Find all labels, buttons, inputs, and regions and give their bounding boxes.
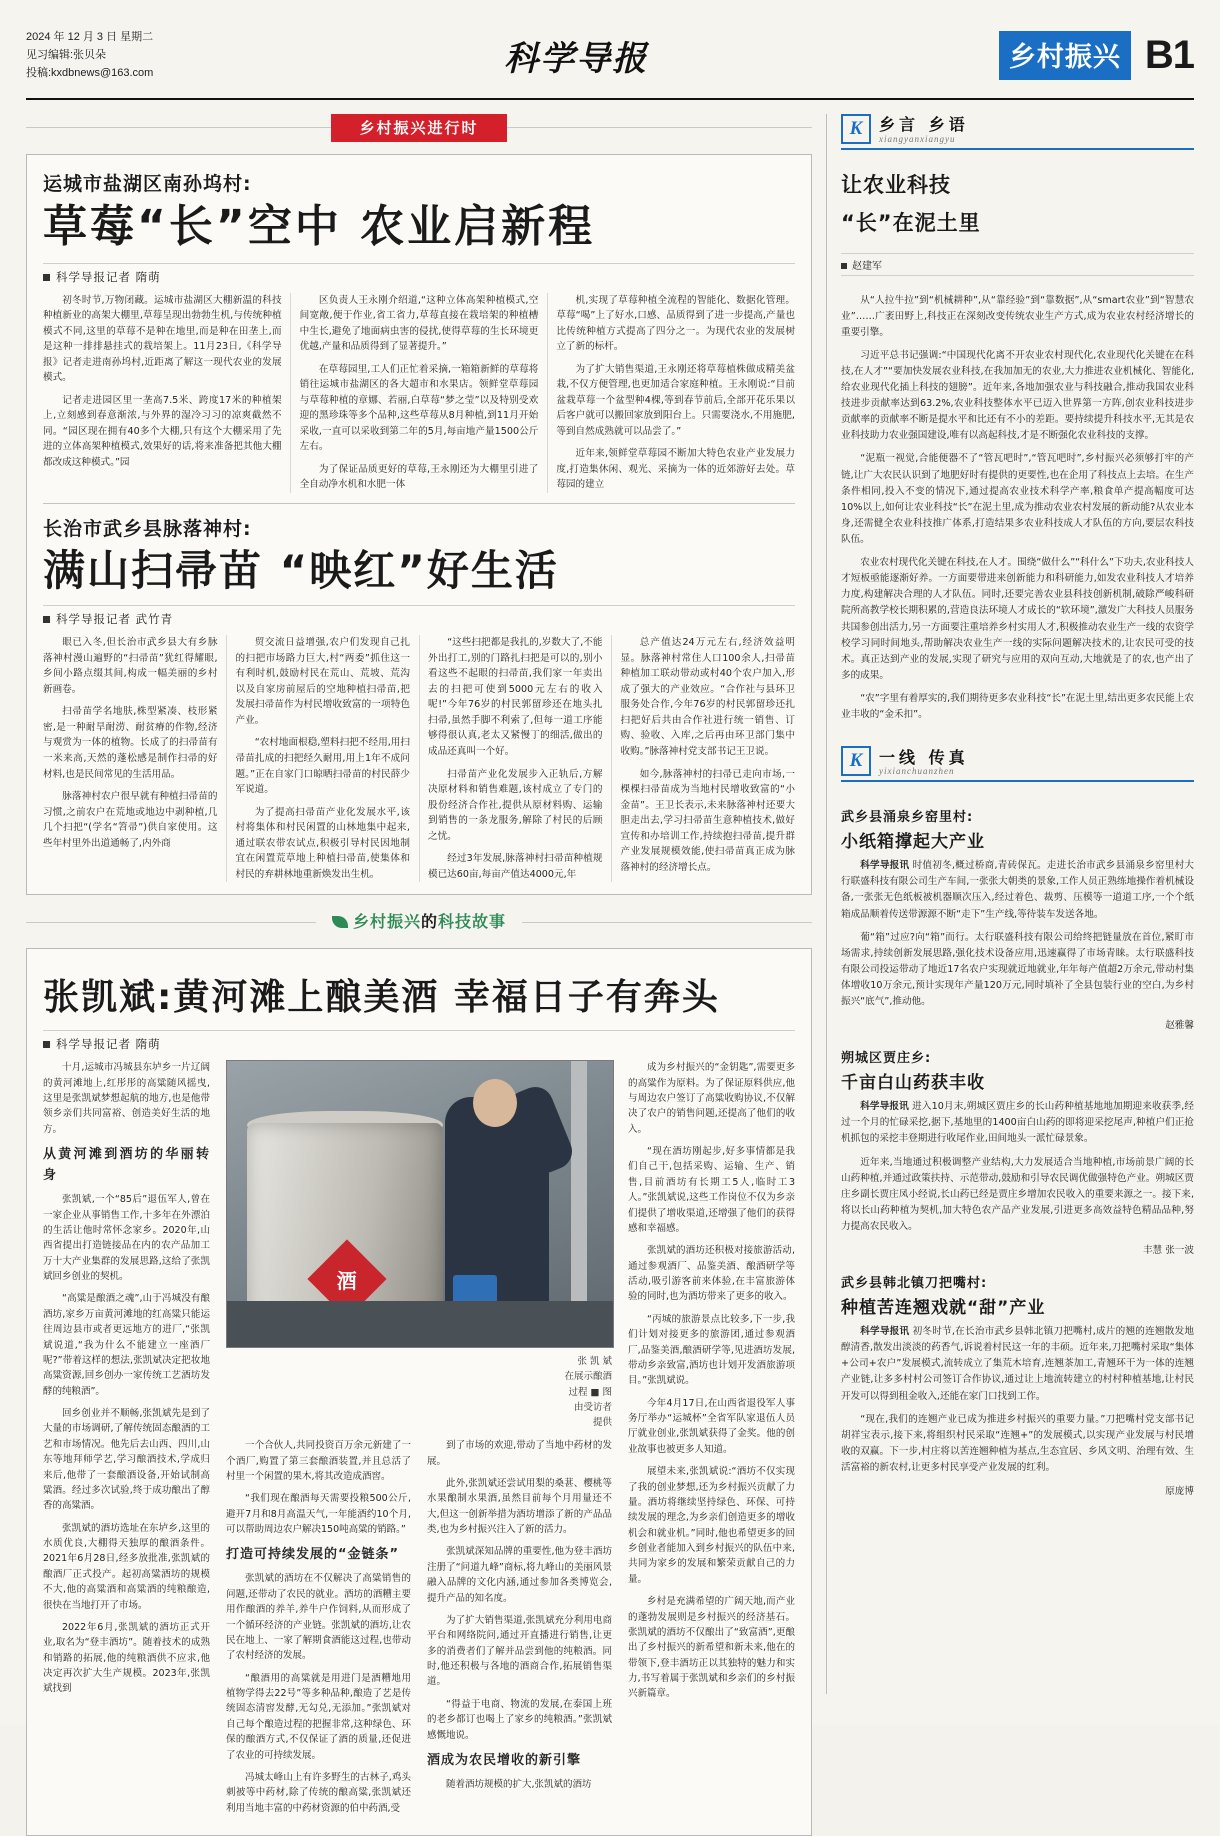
article1-byline-text: 科学导报记者 隋萌 xyxy=(56,269,161,284)
masthead-right xyxy=(999,31,1194,80)
story-c4-p4: “丙城的旅游景点比较多,下一步,我们计划对接更多的旅游团,通过参观酒厂,品鉴美酒,酿酒研学等,见进酒坊发展,带动乡亲致富,酒坊也计划开发酒旅游项目。”张凯斌说。 xyxy=(628,1313,795,1387)
brief2-sign: 丰慧 张一波 xyxy=(1142,1245,1194,1257)
section-badge: 乡村振兴 xyxy=(999,31,1131,80)
article-broom xyxy=(43,514,795,882)
story-c4-p2: “现在酒坊刚起步,好多事情都是我们自己干,包括采购、运输、生产、销售,目前酒坊有长期工5人,临时工3人。”张凯斌说,这些工作岗位不仅为乡亲们提供了增收渠道,还增强了他们的获得感和幸福感。 xyxy=(628,1146,795,1234)
article2-byline xyxy=(43,605,795,627)
article2-p2: 扫帚苗学名地肤,株型紧凑、枝形紧密,是一种耐旱耐涝、耐贫瘠的作物,经济与观赏为一体的植物。长成了的扫帚苗有一米来高,天然的蓬松感是制作扫帚的好材料,也是民间常见的生活用品。 xyxy=(43,706,218,780)
article1-p8: 近年来,领鲜堂草莓园不断加大特色农业产业发展力度,打造集休闲、观光、采摘为一体的近郊游好去处。草莓园的建立 xyxy=(556,448,795,491)
article2-p4: 贸交流日益增强,农户们发现自己扎的扫把市场路力巨大,村“两委”抓住这一有利时机,鼓励村民在荒山、荒坡、荒沟以及自家房前屋后的空地种植扫帚苗,把发展扫帚苗作为村民增收致富的一项特色产业。 xyxy=(235,637,410,726)
brief-item-3 xyxy=(841,1266,1194,1497)
story-subhead-3: 酒成为农民增收的新引擎 xyxy=(427,1752,582,1768)
article2-p10: 总产值达24万元左右,经济效益明显。脉落神村常住人口100余人,扫帚苗种植加工联动带动或村40个农户加入,形成了强大的产业效应。“合作社与县环卫服务处合作,今年76岁的村民郭留珍还扎扫把好后共由合作社进行统一销售、订购、验收、入库,之后再由环卫部门集中收购。”脉落神村党支部书记王卫说。 xyxy=(620,637,795,757)
story-subhead-1: 从黄河滩到酒坊的华丽转身 xyxy=(43,1147,210,1184)
brief1-p1-text: 时值初冬,概过桥商,青砖保瓦。走进长治市武乡县涌泉乡窑里村大行联盛科技有限公司生产车间,一张张大朝类的景象,工作人员正熟练地操作着机械设备,一张张无色纸板被机器顺次压入,经过着色、裁剪、压模等一道道工序,一个个纸箱成品顺着传送带源源不断“走下”生产线,等待装车发送各地。 xyxy=(841,860,1194,920)
brief2-title: 千亩白山药获丰收 xyxy=(841,1073,985,1094)
story-c3-p1: 到了市场的欢迎,带动了当地中药材的发展。 xyxy=(427,1440,612,1467)
section-ribbon-label: 乡村振兴进行时 xyxy=(331,114,506,142)
publish-date: 2024 年 12 月 3 日 星期二 xyxy=(26,30,154,43)
story-ribbon-left: 乡村振兴 xyxy=(352,912,421,932)
caption-line-4: 由受访者 xyxy=(573,1401,612,1413)
article1-p5: 为了保证品质更好的草莓,王永刚还为大棚里引进了全自动净水机和水肥一体 xyxy=(299,463,539,491)
xy-p3: “泥瓶一视觉,合能便器不了“管瓦吧时”,“管瓦吧时”,乡村振兴必须够打牢的产链,让广大农民认识到了地肥好时有提供的更要性,也在企用了科技点上去培。在生产条件相同,投入不变的情况下,通过提高农业技术科学产率,粮食单产提高幅度可达10%以上,如何让农业科技“长”在泥土里,成为推动农业农村发展的新动能?从农业本身,还需健全农业科技推广体系,打造结果多农业科技成人才队伍的方向,要层农科技队伍。 xyxy=(841,453,1194,546)
brief3-p1-text: 初冬时节,在长治市武乡县韩北镇刀把嘴村,成片的翘的连翘散发地醇清香,散发出淡淡的药香气,诉说着村民这一年的丰硕。近年来,刀把嘴村采取“集体+公司+农户”发展模式,流转成立了集荒木培育,连翘茶加工,青翘环干为一体的连翘产业链,让多多村村公司签订合作协议,通过让上地流转建立的村村种植基地,让村民开发可以得到租金收入,还能在家门口找到工作。 xyxy=(841,1326,1194,1402)
brief1-sign: 赵雅馨 xyxy=(1165,1020,1194,1032)
article2-kicker: 长治市武乡县脉落神村: xyxy=(43,517,252,540)
caption-line-2: 在展示酿酒 xyxy=(564,1371,612,1383)
photo-person-head xyxy=(473,1079,517,1127)
story-c2-p4: “酿酒用的高粱就是用进门是酒糟地用植物学得去22号”等多种品种,酿造了艺是传统固态清窖发酵,无勾兑,无添加。”张凯斌对自己每个酿造过程的把握非常,这种绿色、环保的酿酒方式,不仅保证了酒的质量,还促进了农业的可持续发展。 xyxy=(226,1672,411,1761)
story-ribbon-right: 科技故事 xyxy=(438,912,507,932)
article2-p8: 扫帚苗产业化发展步入正轨后,方解决原材料和销售难题,该村成立了专门的股份经济合作社,提供从原材料购、运输到销售的一条龙服务,解除了村民的后顾之忧。 xyxy=(428,768,603,842)
story-ribbon-inner xyxy=(316,909,522,932)
brief3-lead-tag: 科学导报讯 xyxy=(860,1326,910,1338)
story-c3-p6: 随着酒坊规模的扩大,张凯斌的酒坊 xyxy=(446,1778,592,1790)
section-ribbon xyxy=(26,114,812,140)
story-c4-p1: 成为乡村振兴的“金钥匙”,需要更多的高粱作为原料。为了保证原料供应,他与周边农户签订了高粱收购协议,不仅解决了农户的销售问题,还提高了他们的收入。 xyxy=(628,1062,795,1135)
article2-byline-text: 科学导报记者 武竹青 xyxy=(56,612,174,627)
brief3-sign: 原庞博 xyxy=(1165,1486,1194,1498)
paper-name: 科学导报 xyxy=(504,40,649,78)
story-c1-p2: “高粱是酿酒之魂”,山于冯城没有酿酒坊,家乡万亩黄河滩地的红高粱只能运往周边县市或者更远地方的进厂,“张凯斌说道,“我为什么不能建立一座酒厂呢?”带着这样的想法,张凯斌决定把妆地高粱资源,回乡创办一家传统工艺酒坊发酵的纯粮酒”。 xyxy=(43,1293,210,1397)
yixian-title: 一线 传真 xyxy=(879,747,969,767)
brief1-body xyxy=(841,858,1194,1010)
xy-p1: 从“人拉牛拉”到“机械耕种”,从“靠经验”到“靠数据”,从“smart农业”到“智慧农业”……广袤田野上,科技正在深刻改变传统农业生产方式,成为农业农村经济增长的重要引擎。 xyxy=(841,294,1194,338)
article1-headline: 草莓“长”空中 农业启新程 xyxy=(43,201,596,252)
left-column xyxy=(26,114,812,1814)
article1-p1: 初冬时节,万物闭藏。运城市盐湖区大棚新温的科技种植新业的高架大棚里,草莓呈现出勃勃生机,与传统种植模式不同,这里的草莓不是种在地里,而是种在田垄上,而是这种一排排悬挂式的栽培架上。11月23日,《科学导报》记者走进南孙坞村,近距离了解这一现代农业的发展模式。 xyxy=(43,294,282,384)
xiangyan-headline-1: 让农业科技 xyxy=(841,173,951,197)
story-photo xyxy=(226,1060,614,1348)
story-c4-p5: 今年4月17日,在山西省退役军人事务厅举办“运城杯”全省军队家退伍人员厅就业创业,张凯斌获得了金奖。他的创业故事也被更多人知道。 xyxy=(628,1397,795,1455)
article2-p11: 如今,脉落神村的扫帚已走向市场,一棵棵扫帚苗成为当地村民增收致富的“小金苗”。王卫长表示,未来脉落神村还要大胆走出去,学习扫帚苗生意种植技术,做好宣传和办培训工作,持续抱扫帚苗,提升群产业发展规模效能,使扫帚苗真正成为脉落神村的经济增长点。 xyxy=(620,768,795,873)
article1-p7: 为了扩大销售渠道,王永刚还将草莓植株做成精美盆栽,不仅方便管理,也更加适合家庭种植。王永刚说:“目前盆栽草莓一个盆型种4棵,等到春节前后,全部开花乐果以后客户就可以搬回家放到阳台上。只需要浇水,不用施肥,等到自然成熟就可以品尝了。” xyxy=(556,363,795,437)
story-headline: 张凯斌:黄河滩上酿美酒 幸福日子有奔头 xyxy=(43,977,720,1019)
submission-email: 投稿:kxdbnews@163.com xyxy=(26,67,154,80)
article1-p4: 在草莓园里,工人们正忙着采摘,一箱箱新鲜的草莓将销往运城市盐湖区的各大超市和水果店。领鲜堂草莓园与草莓种植的章娜、若丽,白草莓“梦之莹”以及特别受欢迎的黑珍珠等多个品种,这些草莓从8月种植,到11月开始采收,一直可以采收到第二年的5月,每亩地产量1500公斤左右。 xyxy=(299,363,539,453)
story-photo-caption xyxy=(226,1354,612,1430)
brief1-title: 小纸箱撑起大产业 xyxy=(841,832,985,853)
article1-p2: 记者走进园区里一垄高7.5米、跨度17米的种植架上,立刻感到春意渐浓,与外界的湿冷习习的凉爽截然不同。“园区现在拥有40多个大棚,只有这个大棚采用了先进的立体高架种植模式,效果好的话,将来准备把其他大棚都改成这种模式。”园 xyxy=(43,394,282,468)
article1-p6: 机,实现了草莓种植全流程的智能化、数据化管理。草莓“喝”上了好水,口感、品质得到了进一步提高,产量也比传统种植方式提高了四分之一。为现代农业的发展树立了新的标杆。 xyxy=(556,294,795,353)
article-divider xyxy=(43,503,795,504)
story-ribbon xyxy=(26,909,812,932)
xy-p5: “农”字里有着厚实的,我们期待更多农业科技“长”在泥土里,结出更多农民能上农业丰收的“金禾扣”。 xyxy=(841,693,1194,721)
story-c2-p5: 冯城太峰山上有许多野生的古林子,鸡头刺被等中药材,除了传统的酿高粱,张凯斌还利用当地丰富的中药材资源的伯中药酒,受 xyxy=(226,1771,411,1814)
story-ribbon-mid: 的 xyxy=(420,912,438,932)
story-c3-p3: 张凯斌深知品牌的重要性,他为登丰酒坊注册了“问道九峰”商标,将九峰山的美丽风景融入品牌的文化内涵,通过参加各类博览会,提升产品的知名度。 xyxy=(427,1546,612,1604)
photo-fermentation-tank xyxy=(247,1123,443,1329)
xiangyan-body xyxy=(841,293,1194,731)
xiangyan-byline-text: 赵建军 xyxy=(852,260,882,272)
articles-box xyxy=(26,154,812,895)
column-head-yixian xyxy=(841,746,1194,782)
right-column xyxy=(826,114,1194,1694)
story-c1-p5: 2022年6月,张凯斌的酒坊正式开业,取名为“登丰酒坊”。随着技术的成熟和销路的拓展,他的纯粮酒供不应求,他决定再次扩大生产规模。2023年,张凯斌找到 xyxy=(43,1621,210,1695)
photo-pipe xyxy=(571,1061,587,1301)
caption-line-5: 提供 xyxy=(592,1416,612,1428)
story-lead: 十月,运城市冯城县东垆乡一片辽阔的黄河滩地上,红彤彤的高粱随风摇曳,这里是张凯斌梦想起航的地方,也是他带领乡亲们共同富裕、创造美好生活的地方。 xyxy=(43,1062,210,1135)
k-logo-icon: K xyxy=(841,746,871,776)
story-byline xyxy=(43,1030,795,1052)
article2-p5: “农村地面根稳,塑料扫把不经用,用扫帚苗扎成的扫把经久耐用,用上1年不成问题。”正在自家门口晾晒扫帚苗的村民薛少军说道。 xyxy=(235,737,410,796)
story-c4-p3: 张凯斌的酒坊还积极对接旅游活动,通过参观酒厂、品鉴美酒、酿酒研学等活动,吸引游客前来体验,在丰富旅游体验的同时,也为酒坊带来了更多的收入。 xyxy=(628,1245,795,1303)
brief3-p1 xyxy=(841,1324,1194,1405)
article1-p3: 区负责人王永刚介绍道,“这种立体高架种植模式,空间宽敞,便于作业,省工省力,草莓直接在栽培架的种植槽中生长,避免了地面病虫害的侵扰,使得草莓的生长环境更优越,产量和品质得到了显著提升。” xyxy=(299,294,539,353)
story-c1-p1: 张凯斌,一个“85后”退伍军人,曾在一家企业从事销售工作,十多年在外漂泊的生活让他时常怀念家乡。2020年,山西省提出打造链接品在内的农产品加工万十大产业集群的发展思路,这给了张凯斌回乡创业的契机。 xyxy=(43,1194,210,1283)
caption-line-3: 过程 ■ 图 xyxy=(568,1386,612,1398)
masthead-meta xyxy=(26,28,153,82)
story-col-3 xyxy=(427,1438,612,1823)
article2-p6: 为了提高扫帚苗产业化发展水平,该村将集体和村民闲置的山林地集中起来,通过联农带农试点,积极引导村民因地制宜在闲置荒草地上种植扫帚苗,使集体和村民的弃耕林地重新焕发出生机。 xyxy=(235,806,410,880)
article1-body xyxy=(43,293,795,493)
bullet-square-icon xyxy=(43,616,50,623)
story-c2-p1: 一个合伙人,共同投资百万余元新建了一个酒厂,购置了第三套酿酒装置,并且总活了村里一个闲置的果木,将其改造成酒窖。 xyxy=(226,1440,411,1482)
article1-byline xyxy=(43,263,795,285)
photo-wine-seal: 酒 xyxy=(307,1240,386,1319)
story-grid xyxy=(43,1060,795,1823)
article2-p1: 眼已入冬,但长治市武乡县大有乡脉落神村漫山遍野的“扫帚苗”犹红得耀眼,乡间小路点缀其间,构成一幅美丽的乡村新画卷。 xyxy=(43,637,218,695)
story-col-1 xyxy=(43,1060,210,1823)
page-number: B1 xyxy=(1144,32,1194,77)
k-logo-icon: K xyxy=(841,114,871,144)
photo-floor xyxy=(227,1301,613,1347)
article2-headline: 满山扫帚苗 “映红”好生活 xyxy=(43,545,559,595)
brief3-body xyxy=(841,1324,1194,1476)
brief1-p1 xyxy=(841,858,1194,922)
brief-item-2 xyxy=(841,1041,1194,1256)
story-c2-p3: 张凯斌的酒坊在不仅解决了高粱销售的问题,还带动了农民的就业。酒坊的酒糟主要用作酿酒的养羊,养牛户作饲料,从而形成了一个循环经济的产业链。张凯斌的酒坊,让农民在地上、一家了解期食酒能这过程,也带动了农村经济的发展。 xyxy=(226,1573,411,1662)
brief3-kicker: 武乡县韩北镇刀把嘴村: xyxy=(841,1276,988,1292)
story-subhead-2: 打造可持续发展的“金链条” xyxy=(226,1547,400,1563)
brief2-p1 xyxy=(841,1099,1194,1147)
brief-item-1 xyxy=(841,800,1194,1031)
brief3-title: 种植苦连翘戏就“甜”产业 xyxy=(841,1298,1046,1319)
story-c3-p2: 此外,张凯斌还尝试用梨的桑葚、樱桃等水果酿制水果酒,虽然目前每个月用量还不大,但这一创新举措为酒坊增添了新的产品品类,也为乡村振兴注入了新的活力。 xyxy=(427,1477,612,1536)
brief1-p2: 葡“箱”过应?向“箱”而行。太行联盛科技有限公司给终把链量放在首位,紧盯市场需求,持续创新发展思路,强化技术设备应用,迅速赢得了市场青睐。太行联盛科技有限公司投运带动了地近17名农户实现就近地就业,年年每产值超2万余元,带动村集体增收10万余元,预计实现年产量120万元,同时填补了全县包装行业的空白,为乡村振兴“底气”,推动他。 xyxy=(841,931,1194,1008)
story-col-4 xyxy=(628,1060,795,1823)
bullet-square-icon xyxy=(43,274,50,281)
brief3-p2: “现在,我们的连翘产业已成为推进乡村振兴的重要力量。”刀把嘴村党支部书记胡祥宝表示,接下来,将组织村民采取“连翘+”的发展模式,以实现产业发展与村民增收的双赢。下一步,村庄将以苦连翘种植为基点,生态宜居、乡风文明、治理有效、生活富裕的新农村,让更多村民享受产业发展的红利。 xyxy=(841,1413,1194,1473)
story-c4-p6: 展望未来,张凯斌说:“酒坊不仅实现了我的创业梦想,还为乡村振兴贡献了力量。酒坊将继续坚持绿色、环保、可持续发展的理念,为乡亲们创造更多的增收机会和就业机。”同时,他也希望更多的回乡创业者能加入到乡村振兴的队伍中来,共同为家乡的发展和繁荣贡献自己的力量。 xyxy=(628,1466,795,1585)
article-strawberry xyxy=(43,169,795,493)
story-c3-p5: “得益于电商、物流的发展,在泰国上班的老乡都订也喝上了家乡的纯粮酒。”张凯斌感慨地说。 xyxy=(427,1698,612,1741)
bullet-square-icon xyxy=(841,263,847,269)
story-byline-text: 科学导报记者 隋萌 xyxy=(56,1037,161,1052)
story-c3-p4: 为了扩大销售渠道,张凯斌充分利用电商平台和网络院问,通过开直播进行销售,让更多的消费者们了解并品尝到他的纯粮酒。同时,他还积极与各地的酒商合作,拓展销售渠道。 xyxy=(427,1614,612,1688)
brief2-p1-text: 进入10月末,朔城区贾庄乡的长山药种植基地地加期迎来收获季,经过一个月的忙碌采挖,据下,基地里的1400亩白山药的即将迎采挖尾声,种植户们正抢机抓包的采挖丰登期进行收尾作业,田间地头一派忙碌景象。 xyxy=(841,1101,1194,1145)
story-c2-p2: “我们现在酿酒每天需要投粮500公斤,避开7月和8月高温天气,一年能酒约10个月,可以帮助周边农户解决150吨高粱的销路。” xyxy=(226,1493,411,1536)
story-c4-p7: 乡村是充满希望的广阔天地,而产业的蓬勃发展则是乡村振兴的经济基石。张凯斌的酒坊不仅酿出了“致富酒”,更酿出了乡村振兴的新希望和新未来,他在的带领下,登丰酒坊正以其独特的魅力和实力,书写着属于张凯斌和乡亲们的乡村振兴新篇章。 xyxy=(628,1596,795,1700)
editor-line: 见习编辑:张贝朵 xyxy=(26,48,107,61)
xiangyan-pinyin: xiangyanxiangyu xyxy=(879,134,956,144)
article2-p3: 脉落神村农户很早就有种植扫帚苗的习惯,之前农户在荒地或地边中剥种植,几几个扫把“(学名“笤帚”)供自家使用。这些年村里外出道通畅了,内外商 xyxy=(43,791,218,849)
bullet-square-icon xyxy=(43,1041,50,1048)
article2-body xyxy=(43,635,795,882)
article2-p7: “这些扫把都是我扎的,岁数大了,不能外出打工,别的门路扎扫把是可以的,别小看这些不起眼的扫帚苗,我们家一年卖出去的扫把可使到5000元左右的收入呢!”今年76岁的村民郭留珍还在地头扎扫帚,虽然手脚不利索了,但每一道工序能够得很认真,老太又紧慢丁的细活,做出的成品还真叫一个好。 xyxy=(428,637,603,757)
caption-line-1: 张 凯 斌 xyxy=(577,1356,612,1368)
xy-p2: 习近平总书记强调:“中国现代化离不开农业农村现代化,农业现代化关键在在科技,在人才”“要加快发展农业科技,在我加加无的农业,大力推进农业机械化、智能化,给农业现代化插上科技的翅膀”。近年来,各地加强农业与科技融合,推动我国农业科技进步贡献率达到63.2%,农业科技整体水平已迈入世界第一方阵,创农业科技进步贡献率的贡献率不断是提水平和比还有不小的差距。要持续提升科技水平,无其是农业科技助力农业强国建设,唯有以高起科技,才是不断强化农业科技的支撑。 xyxy=(841,349,1194,442)
brief2-kicker: 朔城区贾庄乡: xyxy=(841,1051,932,1067)
story-c1-p4: 张凯斌的酒坊选址在东垆乡,这里的水质优良,大棚得天独厚的酿酒条件。2021年6月28日,经多放批准,张凯斌的酿酒厂正式投产。起初高粱酒坊的规模不大,他的高粱酒和高粱酒的纯粮酿造,很快在当地打开了市场。 xyxy=(43,1522,210,1611)
story-col-2 xyxy=(226,1438,411,1823)
brief2-lead-tag: 科学导报讯 xyxy=(860,1101,909,1113)
brief1-lead-tag: 科学导报讯 xyxy=(860,860,910,872)
story-col-middle xyxy=(226,1060,612,1823)
masthead xyxy=(26,22,1194,100)
brief2-body xyxy=(841,1099,1194,1235)
xy-p4: 农业农村现代化关键在科技,在人才。围绕“做什么”“科什么”下功夫,农业科技人才短板亟能逐渐好养。一方面要带进来创新能力和科研能力,如发农业科技人才培养力度,构建解决合理的人才队伍。同时,还要完善农业县科技创新机制,破除严峻科研院所高教学校长期积累的,营造良法环境人才成长的“软环境”,激发广大科技人员服务共国参创出活力,另一方面要注重培养乡村实用人才,积极推动农业生产一线的农资学校学习同时间地头,帮助解决农业生产一线的实际问题解决技术的,让农民可受的技术。真正达到产业的发展,实现了研究与应用的双向互动,大地就是了的农,也产出了多的成果。 xyxy=(841,557,1194,681)
xiangyan-headline-2: “长”在泥土里 xyxy=(841,211,981,236)
brief1-kicker: 武乡县涌泉乡窑里村: xyxy=(841,810,974,826)
story-c1-p3: 回乡创业并不顺畅,张凯斌先是到了大量的市场调研,了解传统固态酿酒的工艺和市场情况。他先后去山西、四川,山东等地拜师学艺,学习酿酒技术,学成归来后,他带了一套酿酒设备,开始试制高粱酒。经过多次试验,终于成功酿出了醇香的高粱酒。 xyxy=(43,1408,210,1512)
xiangyan-byline xyxy=(841,253,1194,276)
yixian-pinyin: yixianchuanzhen xyxy=(879,766,955,777)
page-body xyxy=(26,114,1194,1814)
masthead-center xyxy=(153,31,999,80)
xiangyan-title: 乡言 乡语 xyxy=(879,115,969,135)
brief2-p2: 近年来,当地通过积极调整产业结构,大力发展适合当地种植,市场前景广阔的长山药种植,并通过政策扶持、示范带动,鼓励和引导农民调优做强特色产业。朔城区贾庄乡副长贾庄凤小经说,长山药已经是贾庄乡增加农民收入的重要来源之一。接下来,将以长山药种植为契机,加大特色农产品产业发展,引进更多高效益特色精品品种,努力提高农民收入。 xyxy=(841,1156,1194,1232)
leaf-icon xyxy=(332,916,348,928)
article2-p9: 经过3年发展,脉落神村扫帚苗种植规模已达60亩,每亩产值达4000元,年 xyxy=(428,853,603,880)
article1-kicker: 运城市盐湖区南孙坞村: xyxy=(43,173,252,195)
column-head-xiangyan xyxy=(841,114,1194,150)
story-box xyxy=(26,948,812,1836)
